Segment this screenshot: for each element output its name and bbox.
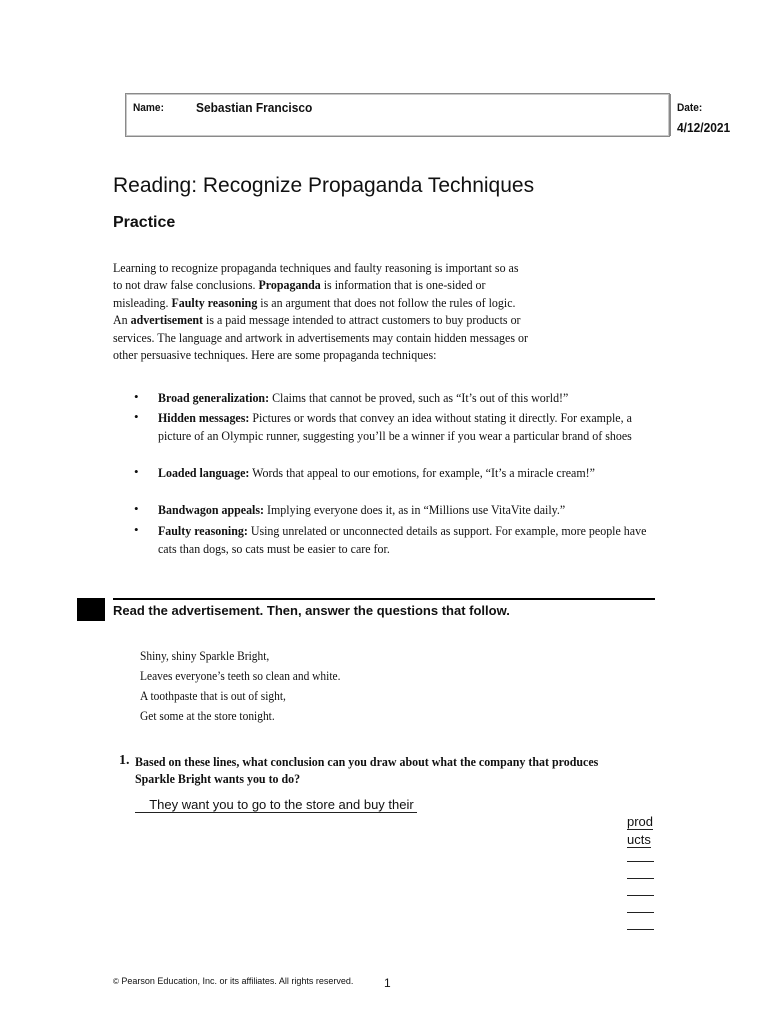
bullet-term: Loaded language: (158, 465, 250, 480)
intro-line: misleading. Faulty reasoning is an argument that does not follow the rules of logic. (113, 294, 516, 310)
poem-line: Get some at the store tonight. (140, 708, 275, 723)
bullet-description: Pictures or words that convey an idea without stating it directly. For example, a picture of an Olympic runner, suggesting you’ll be a winner if you wear a particular brand of shoes (158, 410, 632, 443)
answer-blank-line[interactable] (627, 929, 654, 930)
bullet-description: Words that appeal to our emotions, for example, “It’s a miracle cream!” (249, 465, 595, 480)
list-item (158, 522, 655, 558)
bullet-term: Broad generalization: (158, 390, 270, 405)
poem-line: Leaves everyone’s teeth so clean and white. (140, 668, 341, 683)
intro-line: to not draw false conclusions. Propaganda is information that is one-sided or (113, 277, 486, 293)
bullet-description: Claims that cannot be proved, such as “It’s out of this world!” (269, 390, 569, 405)
list-item (158, 501, 655, 519)
list-item (158, 389, 655, 407)
intro-line: An advertisement is a paid message intended to attract customers to buy products or (113, 312, 521, 328)
list-item (158, 464, 655, 482)
answer-blank-line[interactable] (627, 912, 654, 913)
answer-continuation[interactable]: ucts (627, 832, 651, 847)
section-heading: Read the advertisement. Then, answer the questions that follow. (113, 603, 510, 618)
intro-line: services. The language and artwork in advertisements may contain hidden messages or (113, 329, 528, 345)
answer-blank-line[interactable] (627, 895, 654, 896)
copyright-notice (113, 976, 353, 986)
intro-line: other persuasive techniques. Here are some propaganda techniques: (113, 347, 437, 363)
name-label: Name: (133, 102, 164, 114)
date-label: Date: (677, 102, 703, 114)
answer-field[interactable]: They want you to go to the store and buy their (135, 797, 418, 812)
bullet-description: Using unrelated or unconnected details as support. For example, more people have cats than dogs, so cats must be easier to care for. (158, 523, 647, 556)
bullet-description: Implying everyone does it, as in “Millions use VitaVite daily.” (264, 502, 566, 517)
bullet-term: Faulty reasoning: (158, 523, 248, 538)
list-item (158, 409, 655, 445)
answer-blank-line[interactable] (627, 861, 654, 862)
question-number: 1. (119, 753, 130, 768)
bullet-icon: • (134, 389, 139, 404)
bullet-term: Hidden messages: (158, 410, 250, 425)
copyright-icon: © (113, 977, 119, 986)
page-subtitle: Practice (113, 214, 176, 231)
bullet-icon: • (134, 464, 139, 479)
poem-line: Shiny, shiny Sparkle Bright, (140, 648, 270, 663)
section-rule (113, 598, 655, 600)
date-value: 4/12/2021 (677, 120, 731, 135)
page-number: 1 (384, 976, 391, 990)
bullet-icon: • (134, 501, 139, 516)
term-advertisement: advertisement (130, 312, 204, 328)
answer-continuation[interactable]: prod (627, 814, 654, 829)
answer-blank-line[interactable] (627, 878, 654, 879)
term-propaganda: Propaganda (258, 277, 321, 293)
intro-line: Learning to recognize propaganda techniques and faulty reasoning is important so as (113, 260, 519, 275)
bullet-icon: • (134, 409, 139, 424)
header-divider (670, 94, 671, 136)
section-marker (77, 598, 105, 621)
page-title: Reading: Recognize Propaganda Techniques (113, 174, 535, 197)
bullet-term: Bandwagon appeals: (158, 502, 265, 517)
header-table (125, 93, 731, 137)
question-text: Based on these lines, what conclusion can you draw about what the company that produces Sparkle Bright wants you to do? (135, 754, 599, 786)
term-faulty-reasoning: Faulty reasoning (171, 294, 258, 310)
copyright-text: Pearson Education, Inc. or its affiliates. All rights reserved. (118, 976, 354, 986)
bullet-icon: • (134, 522, 139, 537)
intro-paragraph (113, 259, 573, 363)
name-value: Sebastian Francisco (196, 100, 313, 115)
poem-line: A toothpaste that is out of sight, (140, 688, 286, 703)
